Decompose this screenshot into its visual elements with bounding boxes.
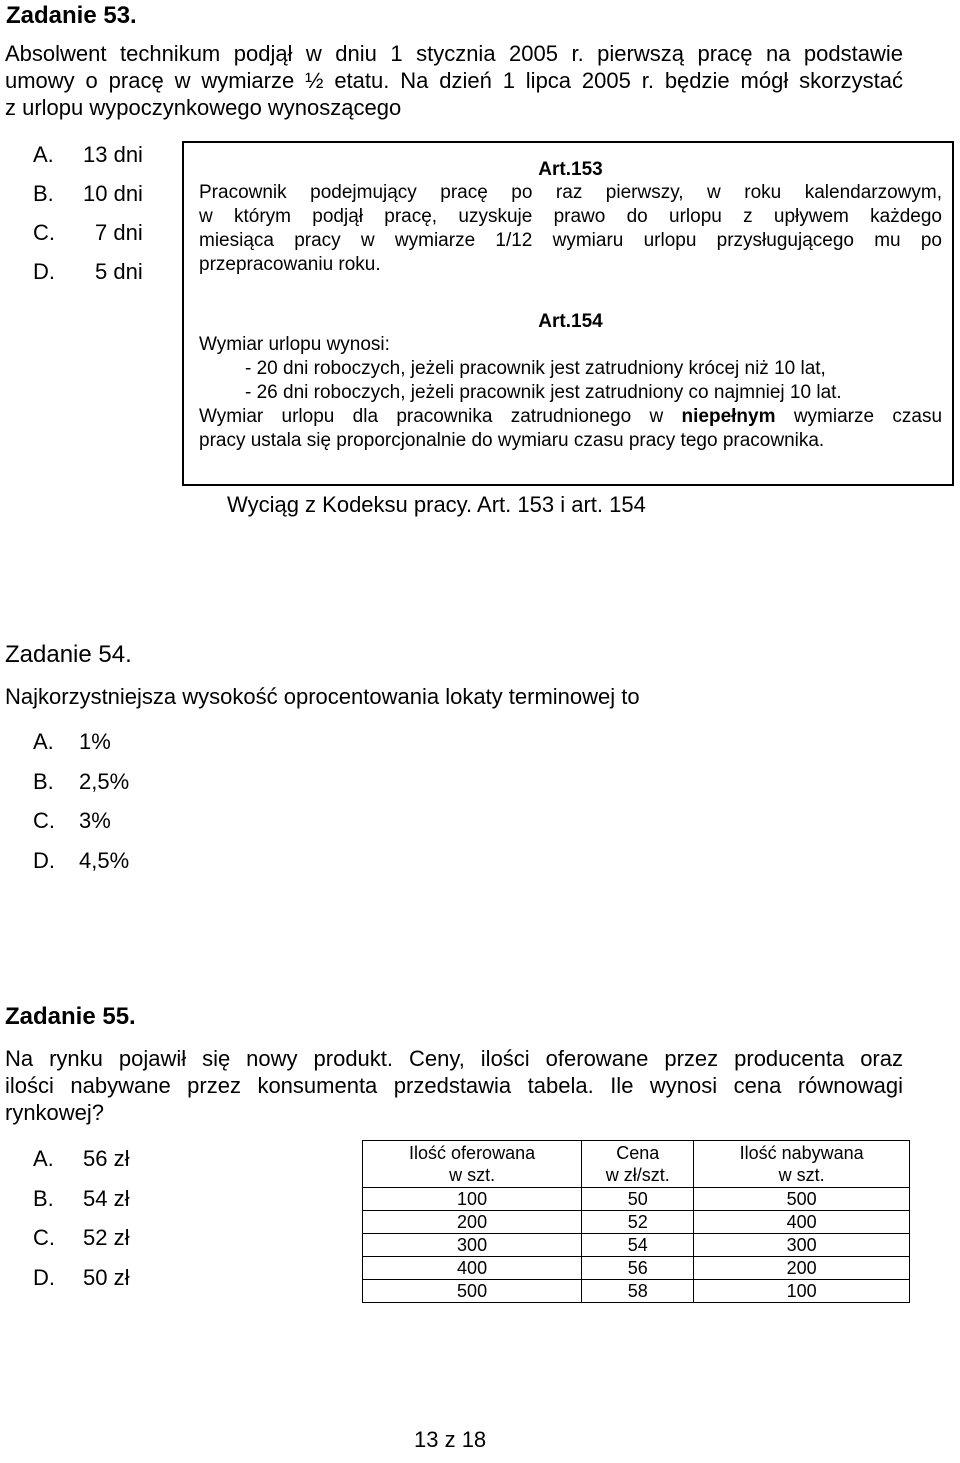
table-cell: 200 (363, 1211, 582, 1234)
table-row (363, 1257, 910, 1280)
option-text: 1% (79, 729, 111, 754)
art-153-line: Pracownik podejmujący pracę po raz pierwszy, w roku kalendarzowym, (199, 182, 942, 203)
header-quantity-demanded (694, 1141, 910, 1188)
option-b (33, 181, 143, 220)
art-154-outro (199, 405, 942, 429)
option-text: 5 dni (95, 259, 143, 284)
table-cell: 58 (582, 1280, 694, 1303)
table-row (363, 1234, 910, 1257)
art-154-item: - 26 dni roboczych, jeżeli pracownik jest zatrudniony co najmniej 10 lat. (245, 382, 842, 403)
art-154-outro-line: pracy ustala się proporcjonalnie do wymiaru czasu pracy tego pracownika. (199, 430, 825, 451)
header-price (582, 1141, 694, 1188)
option-c (33, 808, 129, 848)
option-text: 2,5% (79, 768, 130, 794)
option-b (33, 1186, 129, 1226)
option-letter: B. (33, 181, 54, 206)
option-letter: D. (33, 259, 55, 284)
option-b (33, 769, 129, 809)
law-excerpt-box (182, 141, 954, 486)
table-row (363, 1211, 910, 1234)
task-55-question (5, 1045, 903, 1126)
option-d (33, 848, 129, 888)
art-153-line: w którym podjął pracę, uzyskuje prawo do urlopu z upływem każdego (199, 206, 942, 227)
art-153 (199, 159, 942, 277)
art-153-title: Art.153 (538, 159, 603, 180)
option-a (33, 142, 143, 181)
task-54-title: Zadanie 54. (5, 641, 132, 668)
header-line: Ilość nabywana (739, 1143, 864, 1163)
header-line: Ilość oferowana (409, 1143, 536, 1163)
table-cell: 50 (582, 1188, 694, 1211)
art-154-intro: Wymiar urlopu wynosi: (199, 334, 390, 355)
option-a (33, 1146, 129, 1186)
table-cell: 400 (694, 1211, 910, 1234)
table-cell: 100 (694, 1280, 910, 1303)
option-text: 3% (79, 808, 111, 833)
table-cell: 54 (582, 1234, 694, 1257)
option-letter: C. (33, 220, 55, 245)
outro-text: wymiarze czasu (775, 406, 943, 427)
header-line: w szt. (778, 1165, 825, 1185)
option-text: 54 zł (83, 1185, 130, 1211)
table-cell: 300 (363, 1234, 582, 1257)
option-text: 10 dni (83, 181, 143, 206)
option-text: 4,5% (79, 847, 130, 873)
task-53-options (33, 142, 143, 298)
option-letter: B. (33, 1185, 54, 1211)
task-54-question: Najkorzystniejsza wysokość oprocentowania lokaty terminowej to (5, 684, 640, 709)
art-154-item: - 20 dni roboczych, jeżeli pracownik jest zatrudniony krócej niż 10 lat, (245, 358, 826, 379)
option-letter: D. (33, 847, 55, 873)
option-letter: A. (33, 729, 54, 754)
table-cell: 500 (694, 1188, 910, 1211)
task-53-title: Zadanie 53. (6, 2, 137, 29)
art-153-line: miesiąca pracy w wymiarze 1/12 wymiaru urlopu przysługującego mu po (199, 230, 942, 251)
option-text: 52 zł (83, 1225, 130, 1250)
task-55-options (33, 1146, 129, 1304)
table-cell: 300 (694, 1234, 910, 1257)
source-citation: Wyciąg z Kodeksu pracy. Art. 153 i art. 154 (227, 492, 646, 517)
art-154 (199, 311, 942, 453)
table-cell: 500 (363, 1280, 582, 1303)
table-cell: 52 (582, 1211, 694, 1234)
option-a (33, 729, 129, 769)
question-line: z urlopu wypoczynkowego wynoszącego (5, 95, 402, 120)
table-header-row (363, 1141, 910, 1188)
market-table (362, 1140, 910, 1303)
task-53-question (5, 40, 903, 121)
outro-bold-text: niepełnym (681, 406, 776, 427)
header-line: w szt. (449, 1165, 496, 1185)
header-quantity-supplied (363, 1141, 582, 1188)
option-letter: B. (33, 768, 54, 794)
option-text: 50 zł (83, 1264, 130, 1290)
option-c (33, 1225, 129, 1265)
question-line: Absolwent technikum podjął w dniu 1 stycznia 2005 r. pierwszą pracę na podstawie (5, 41, 903, 66)
question-line: Na rynku pojawił się nowy produkt. Ceny, ilości oferowane przez producenta oraz (5, 1046, 903, 1071)
option-text: 7 dni (95, 220, 143, 245)
header-line: Cena (616, 1143, 660, 1163)
page-number: 13 z 18 (414, 1427, 487, 1452)
option-letter: C. (33, 1225, 55, 1250)
table-row (363, 1280, 910, 1303)
option-d (33, 1265, 129, 1305)
question-line: ilości nabywane przez konsumenta przedstawia tabela. Ile wynosi cena równowagi (5, 1073, 903, 1098)
option-c (33, 220, 143, 259)
art-154-title: Art.154 (538, 311, 603, 332)
option-text: 56 zł (83, 1146, 130, 1171)
task-55-title: Zadanie 55. (5, 1003, 136, 1030)
option-letter: D. (33, 1264, 55, 1290)
question-line: rynkowej? (5, 1100, 105, 1125)
outro-text: Wymiar urlopu dla pracownika zatrudnionego w (199, 406, 682, 427)
art-153-line: przepracowaniu roku. (199, 254, 381, 275)
option-text: 13 dni (83, 142, 143, 167)
question-line: umowy o pracę w wymiarze ½ etatu. Na dzień 1 lipca 2005 r. będzie mógł skorzystać (5, 68, 903, 93)
table-cell: 56 (582, 1257, 694, 1280)
table-row (363, 1188, 910, 1211)
header-line: w zł/szt. (605, 1165, 670, 1185)
table-cell: 100 (363, 1188, 582, 1211)
option-letter: C. (33, 808, 55, 833)
table-cell: 400 (363, 1257, 582, 1280)
table-cell: 200 (694, 1257, 910, 1280)
task-54-options (33, 729, 129, 887)
option-letter: A. (33, 1146, 54, 1171)
option-letter: A. (33, 142, 54, 167)
option-d (33, 259, 143, 298)
